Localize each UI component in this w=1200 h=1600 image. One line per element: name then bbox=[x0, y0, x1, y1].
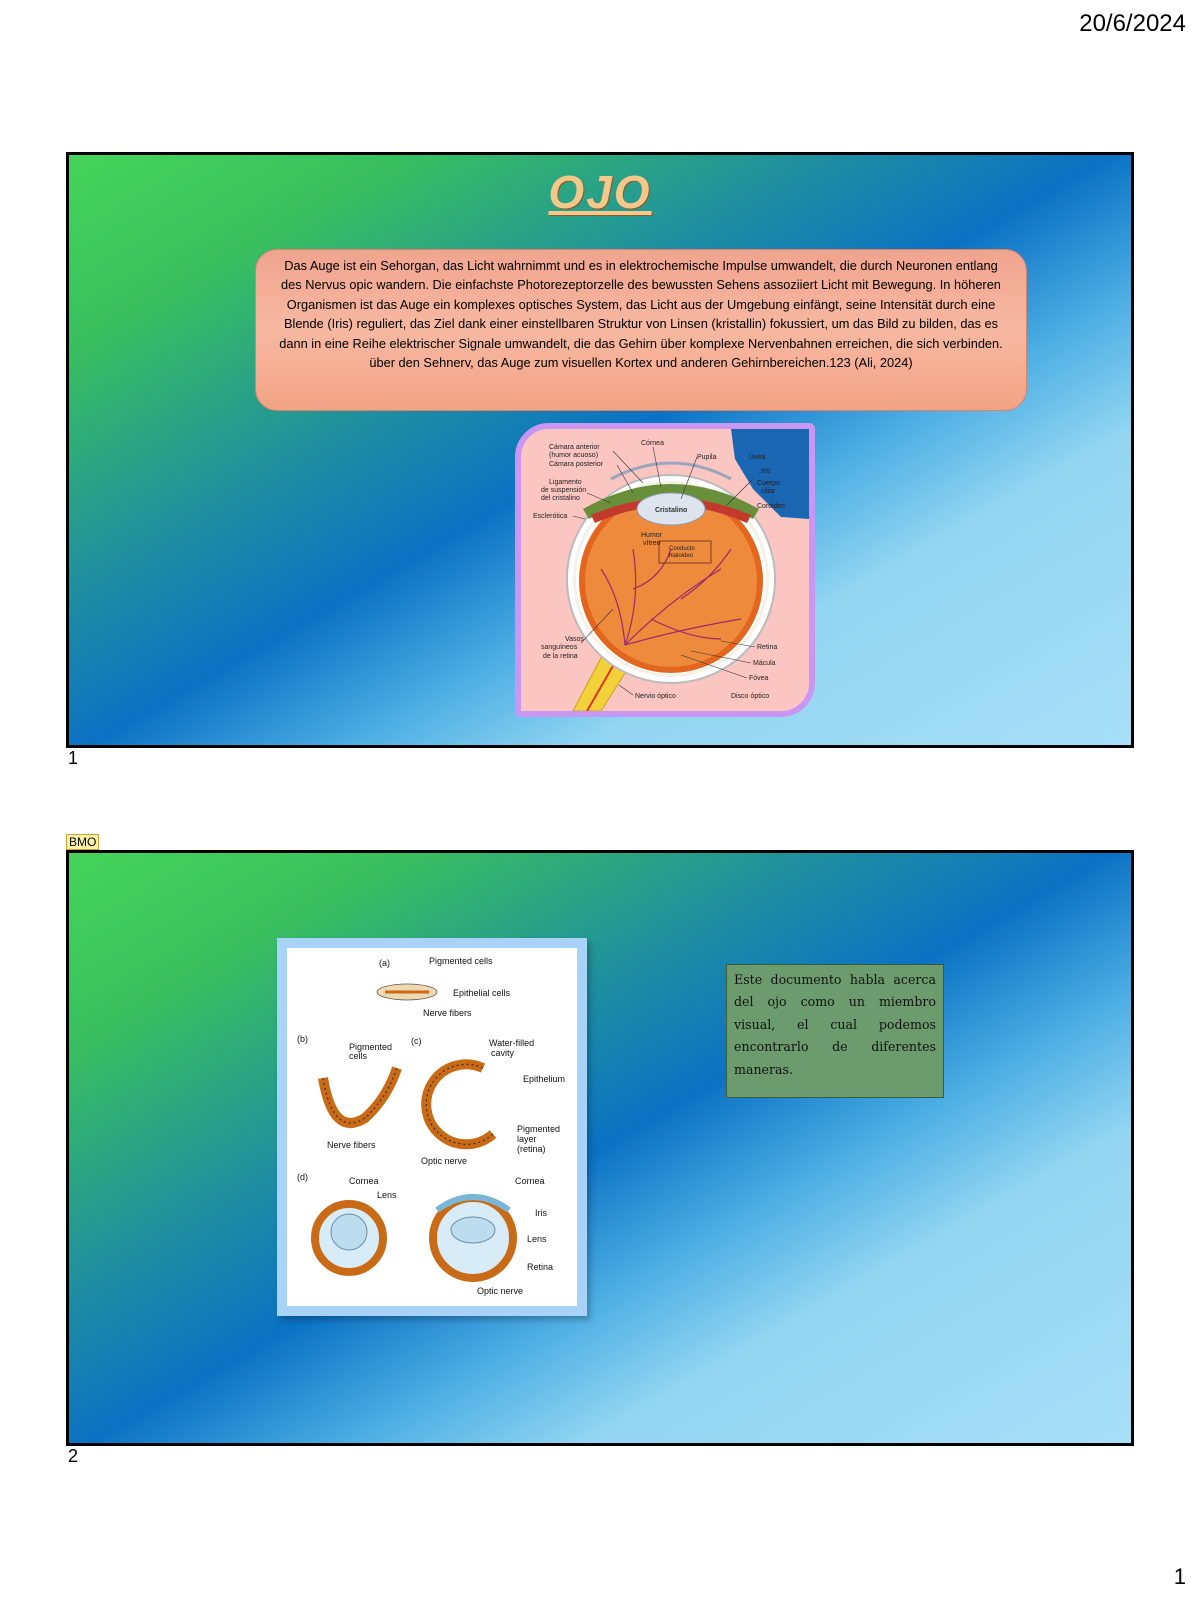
evo-d-lens: Lens bbox=[377, 1190, 397, 1200]
label-cristalino: Cristalino bbox=[655, 507, 688, 514]
evo-b-pigmented-1: Pigmented bbox=[349, 1042, 393, 1052]
label-conducto-2: hialoideo bbox=[669, 553, 694, 559]
bmo-tag: BMO bbox=[66, 834, 99, 850]
evo-epithelium: Epithelium bbox=[523, 1074, 566, 1084]
label-vasos-1: Vasos bbox=[565, 636, 584, 643]
label-vasos-3: de la retina bbox=[543, 653, 578, 660]
label-fovea: Fóvea bbox=[749, 675, 769, 682]
label-macula: Mácula bbox=[753, 660, 776, 667]
label-conducto-1: Conducto bbox=[669, 546, 695, 552]
page-number: 1 bbox=[1173, 1564, 1186, 1589]
evo-water-1: Water-filled bbox=[489, 1038, 535, 1048]
evo-optic-c: Optic nerve bbox=[421, 1156, 468, 1166]
label-nervio-optico: Nervio óptico bbox=[635, 693, 676, 700]
label-ligamento-2: de suspensión bbox=[541, 487, 587, 494]
evo-label-a: (a) bbox=[379, 958, 390, 968]
eye-anatomy-image bbox=[515, 423, 815, 717]
evo-label-b: (b) bbox=[297, 1034, 308, 1044]
evo-pigmented-cells: Pigmented cells bbox=[429, 956, 493, 966]
label-cuerpo-1: Cuerpo bbox=[757, 480, 780, 487]
evo-epithelial-cells: Epithelial cells bbox=[453, 988, 511, 998]
label-iris: Iris bbox=[761, 468, 771, 475]
evo-b-nerve: Nerve fibers bbox=[327, 1140, 376, 1150]
label-pupila: Pupila bbox=[697, 454, 717, 461]
slide-2 bbox=[66, 850, 1134, 1446]
slide-number-2: 2 bbox=[68, 1446, 79, 1466]
label-cornea: Córnea bbox=[641, 440, 664, 447]
evo-e-optic: Optic nerve bbox=[477, 1286, 524, 1296]
evo-label-d: (d) bbox=[297, 1172, 308, 1182]
evo-e-retina: Retina bbox=[527, 1262, 554, 1272]
evo-e-lens: Lens bbox=[527, 1234, 547, 1244]
label-humor-2: vítreo bbox=[643, 540, 661, 547]
label-ligamento-1: Ligamento bbox=[549, 479, 582, 486]
evo-d-cornea: Cornea bbox=[349, 1176, 379, 1186]
label-uvea: Úvea bbox=[749, 454, 766, 461]
label-camara-posterior: Cámara posterior bbox=[549, 461, 604, 468]
label-camara-anterior: Cámara anterior bbox=[549, 444, 600, 451]
slide-title: OJO bbox=[548, 166, 652, 218]
evo-b-pigmented-2: cells bbox=[349, 1051, 368, 1061]
label-humor-1: Humor bbox=[641, 532, 663, 539]
evo-e-iris: Iris bbox=[535, 1208, 547, 1218]
slide-1 bbox=[66, 152, 1134, 748]
label-esclerotica: Esclerótica bbox=[533, 513, 568, 520]
evo-nerve-fibers: Nerve fibers bbox=[423, 1008, 472, 1018]
eye-evolution-diagram bbox=[287, 948, 577, 1306]
eye-description-box: Das Auge ist ein Sehorgan, das Licht wahrnimmt und es in elektrochemische Impulse umwandelt, die durch Neuronen entlang des Nervus opic wandern. Die einfachste Photorezeptorzelle des bewussten Sehens assoziiert Licht mit Bewegung. In höheren Organismen ist das Auge ein komplexes optisches System, das Licht aus der Umgebung einfängt, seine Intensität durch eine Blende (Iris) reguliert, das Ziel dank einer einstellbaren Struktur von Linsen (kristallin) fokussiert, um das Bild zu bilden, das es dann in eine Reihe elektrischer Signale umwandelt, die das Gehirn über komplexe Nervenbahnen erreichen, die sich verbinden. über den Sehnerv, das Auge zum visuellen Kortex und anderen Gehirnbereichen.123 (Ali, 2024) bbox=[255, 249, 1027, 411]
eye-evolution-image bbox=[277, 938, 587, 1316]
label-retina: Retina bbox=[757, 644, 778, 651]
label-cuerpo-2: ciliar bbox=[761, 488, 776, 495]
evo-pig-layer-3: (retina) bbox=[517, 1144, 546, 1154]
evo-label-c: (c) bbox=[411, 1036, 422, 1046]
note-box: Este documento habla acerca del ojo como un miembro visual, el cual podemos encontrarlo de diferentes maneras. bbox=[726, 964, 944, 1098]
label-humor-acuoso: (humor acuoso) bbox=[549, 452, 599, 459]
evo-pig-layer-2: layer bbox=[517, 1134, 537, 1144]
label-coroides: Coroides bbox=[757, 503, 786, 510]
label-ligamento-3: del cristalino bbox=[541, 495, 580, 502]
evo-pig-layer-1: Pigmented bbox=[517, 1124, 561, 1134]
evo-water-2: cavity bbox=[491, 1048, 515, 1058]
header-date: 20/6/2024 bbox=[1079, 10, 1186, 37]
label-disco-optico: Disco óptico bbox=[731, 693, 770, 700]
label-vasos-2: sanguíneos bbox=[541, 644, 578, 651]
slide-number-1: 1 bbox=[68, 748, 79, 768]
eye-diagram bbox=[521, 429, 809, 711]
evo-e-cornea: Cornea bbox=[515, 1176, 545, 1186]
